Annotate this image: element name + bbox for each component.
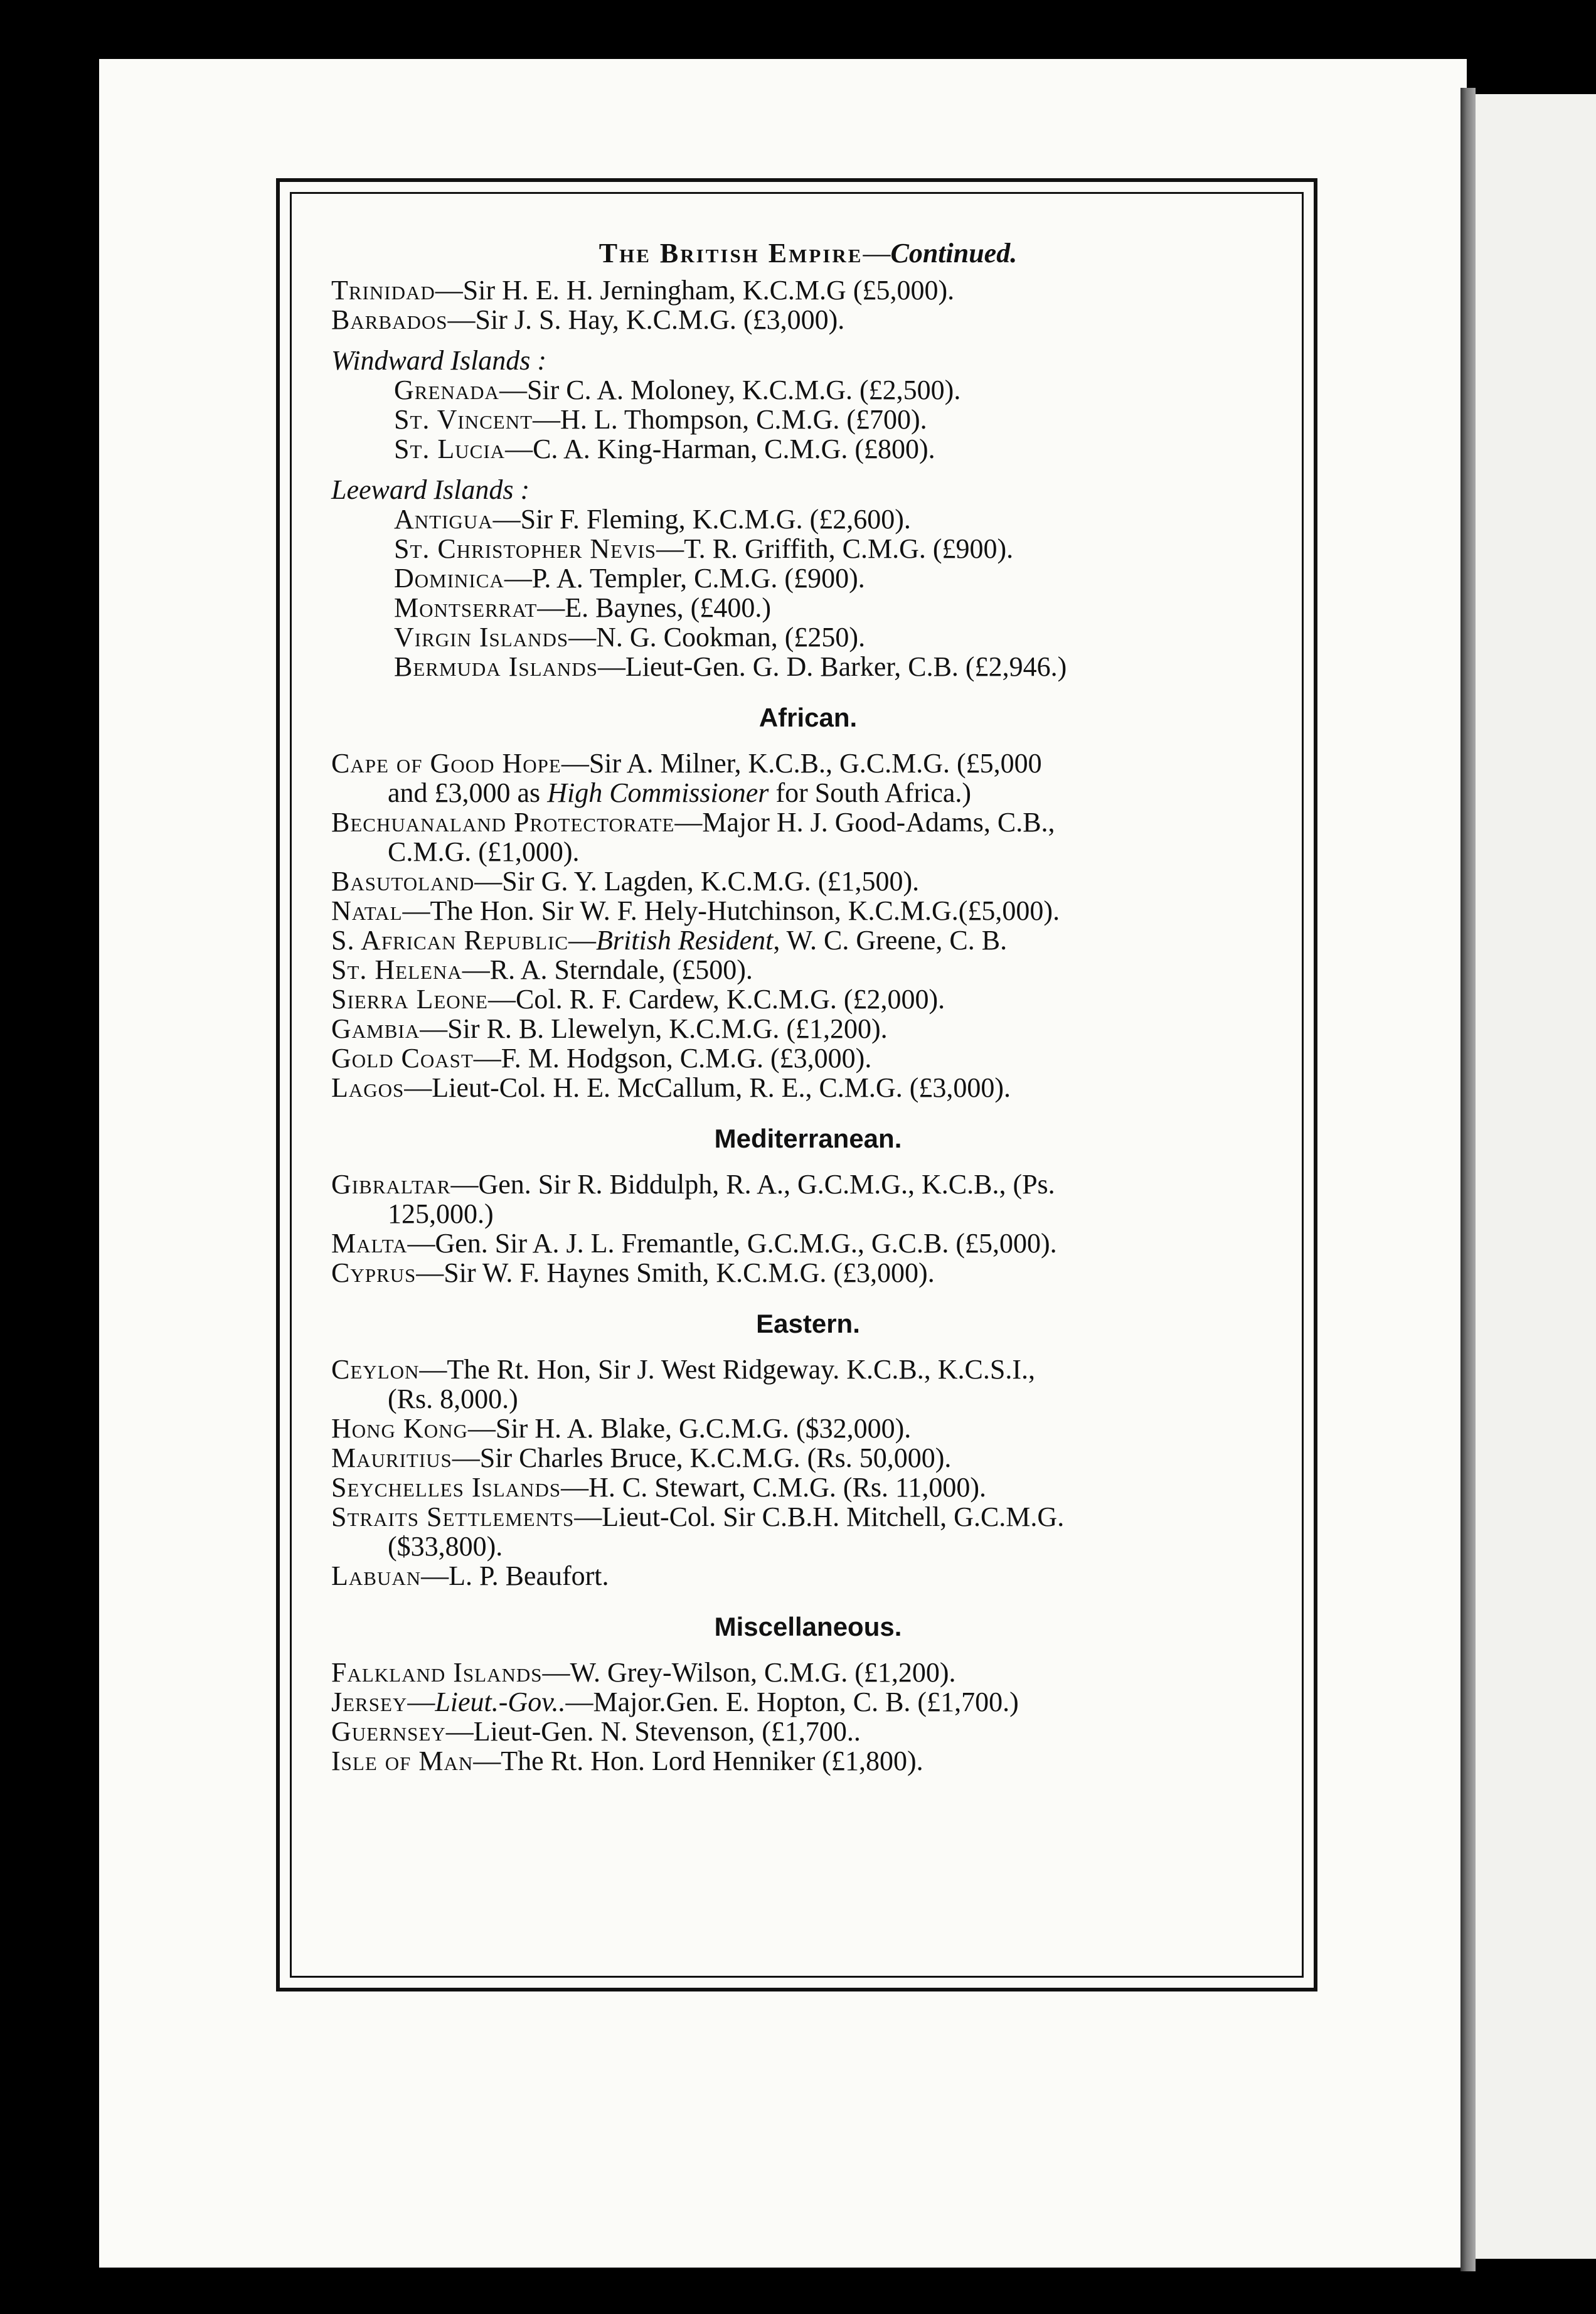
entry-trinidad: Trinidad—Sir H. E. H. Jerningham, K.C.M.G (£5,000). <box>331 275 955 306</box>
subheading-windward: Windward Islands : <box>331 345 547 376</box>
entry-hong-kong: Hong Kong—Sir H. A. Blake, G.C.M.G. ($32,000). <box>331 1413 912 1444</box>
entry-gibraltar-cont: 125,000.) <box>388 1198 494 1229</box>
section-heading-mediterranean: Mediterranean. <box>714 1124 902 1153</box>
entry-labuan: Labuan—L. P. Beaufort. <box>331 1560 609 1591</box>
entry-virgin-islands: Virgin Islands—N. G. Cookman, (£250). <box>394 622 866 653</box>
entry-ceylon: Ceylon—The Rt. Hon, Sir J. West Ridgeway. K.C.B., K.C.S.I., <box>331 1354 1035 1385</box>
entry-natal: Natal—The Hon. Sir W. F. Hely-Hutchinson, K.C.M.G.(£5,000). <box>331 895 1060 926</box>
title-main: The British Empire <box>598 238 863 269</box>
entry-lagos: Lagos—Lieut-Col. H. E. McCallum, R. E., C.M.G. (£3,000). <box>331 1072 1011 1103</box>
entry-mauritius: Mauritius—Sir Charles Bruce, K.C.M.G. (Rs. 50,000). <box>331 1442 952 1473</box>
entry-st-helena: St. Helena—R. A. Sterndale, (£500). <box>331 954 753 985</box>
entry-barbados: Barbados—Sir J. S. Hay, K.C.M.G. (£3,000). <box>331 304 845 335</box>
subheading-leeward: Leeward Islands : <box>331 474 530 505</box>
entry-bechuanaland-cont: C.M.G. (£1,000). <box>388 836 580 867</box>
entry-montserrat: Montserrat—E. Baynes, (£400.) <box>394 592 771 623</box>
entry-gibraltar: Gibraltar—Gen. Sir R. Biddulph, R. A., G.C.M.G., K.C.B., (Ps. <box>331 1169 1055 1200</box>
entry-bechuanaland: Bechuanaland Protectorate—Major H. J. Good-Adams, C.B., <box>331 807 1055 838</box>
title-continued: Continued. <box>890 238 1018 269</box>
entry-bermuda: Bermuda Islands—Lieut-Gen. G. D. Barker, C.B. (£2,946.) <box>394 651 1067 682</box>
entry-cyprus: Cyprus—Sir W. F. Haynes Smith, K.C.M.G. (£3,000). <box>331 1257 935 1288</box>
entry-st-christopher-nevis: St. Christopher Nevis—T. R. Griffith, C.M.G. (£900). <box>394 533 1014 564</box>
entry-cape-cont: and £3,000 as High Commissioner for South Africa.) <box>388 777 972 808</box>
section-heading-miscellaneous: Miscellaneous. <box>714 1612 902 1641</box>
entry-straits-cont: ($33,800). <box>388 1531 503 1562</box>
entry-guernsey: Guernsey—Lieut-Gen. N. Stevenson, (£1,700.. <box>331 1716 861 1747</box>
entry-straits: Straits Settlements—Lieut-Col. Sir C.B.H. Mitchell, G.C.M.G. <box>331 1501 1065 1532</box>
entry-ceylon-cont: (Rs. 8,000.) <box>388 1384 518 1414</box>
binding-shadow <box>1460 88 1476 2271</box>
page-title: The British Empire—Continued. <box>598 238 1018 269</box>
facing-page <box>1476 94 1596 2259</box>
entry-s-african-republic: S. African Republic—British Resident, W. C. Greene, C. B. <box>331 925 1008 956</box>
entry-basutoland: Basutoland—Sir G. Y. Lagden, K.C.M.G. (£1,500). <box>331 866 920 897</box>
entry-gambia: Gambia—Sir R. B. Llewelyn, K.C.M.G. (£1,200). <box>331 1013 888 1044</box>
entry-jersey: Jersey—Lieut.-Gov..—Major.Gen. E. Hopton, C. B. (£1,700.) <box>331 1687 1019 1717</box>
entry-falkland: Falkland Islands—W. Grey-Wilson, C.M.G. (£1,200). <box>331 1657 956 1688</box>
section-heading-african: African. <box>758 703 858 732</box>
entry-malta: Malta—Gen. Sir A. J. L. Fremantle, G.C.M.G., G.C.B. (£5,000). <box>331 1228 1057 1259</box>
entry-dominica: Dominica—P. A. Templer, C.M.G. (£900). <box>394 563 865 594</box>
entry-sierra-leone: Sierra Leone—Col. R. F. Cardew, K.C.M.G. (£2,000). <box>331 984 945 1015</box>
entry-st-lucia: St. Lucia—C. A. King-Harman, C.M.G. (£800). <box>394 434 935 464</box>
section-heading-eastern: Eastern. <box>756 1309 860 1338</box>
entry-grenada: Grenada—Sir C. A. Moloney, K.C.M.G. (£2,500). <box>394 375 961 405</box>
document-content <box>331 238 1285 1776</box>
entry-isle-of-man: Isle of Man—The Rt. Hon. Lord Henniker (£1,800). <box>331 1746 923 1776</box>
entry-st-vincent: St. Vincent—H. L. Thompson, C.M.G. (£700). <box>394 404 927 435</box>
entry-gold-coast: Gold Coast—F. M. Hodgson, C.M.G. (£3,000). <box>331 1043 872 1074</box>
entry-antigua: Antigua—Sir F. Fleming, K.C.M.G. (£2,600). <box>394 504 911 535</box>
entry-cape: Cape of Good Hope—Sir A. Milner, K.C.B., G.C.M.G. (£5,000 <box>331 748 1042 779</box>
entry-seychelles: Seychelles Islands—H. C. Stewart, C.M.G. (Rs. 11,000). <box>331 1472 986 1503</box>
